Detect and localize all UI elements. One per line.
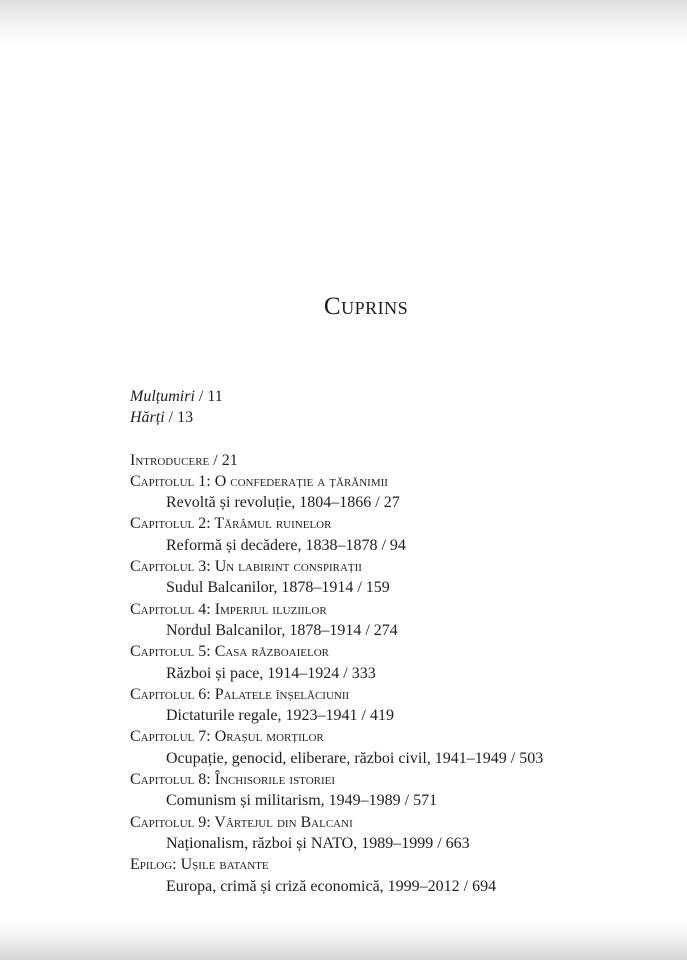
page-title: Cuprins: [323, 293, 409, 320]
page-top-shadow: [0, 0, 687, 48]
toc-chapter-7-heading: Capitolul 7: Orașul morților: [130, 728, 324, 746]
toc-chapter-9-subtitle: Naționalism, război și NATO, 1989–1999 / 663: [166, 834, 470, 852]
table-of-contents: [130, 386, 650, 897]
toc-spacer: [130, 429, 650, 450]
toc-chapter-2-heading: Capitolul 2: Tărâmul ruinelor: [130, 515, 332, 533]
toc-chapter-5-subtitle: Război și pace, 1914–1924 / 333: [166, 664, 376, 682]
toc-front-item-maps: [130, 407, 650, 428]
toc-front-label: Mulțumiri: [130, 388, 195, 405]
toc-chapter-1-subtitle: Revoltă și revoluție, 1804–1866 / 27: [166, 494, 400, 512]
toc-epilogue-heading: Epilog: Ușile batante: [130, 856, 269, 874]
toc-chapter-4-heading: Capitolul 4: Imperiul iluziilor: [130, 600, 327, 618]
toc-chapter-3-heading: Capitolul 3: Un labirint conspirații: [130, 558, 362, 576]
toc-chapter-2-subtitle: Reformă și decădere, 1838–1878 / 94: [166, 536, 406, 554]
toc-entry-introduction: Introducere / 21: [130, 451, 238, 469]
toc-front-label: Hărți: [130, 409, 165, 427]
toc-front-item-acknowledgements: [130, 386, 650, 407]
toc-chapter-3-subtitle: Sudul Balcanilor, 1878–1914 / 159: [166, 579, 390, 597]
toc-front-page: / 11: [194, 388, 223, 405]
toc-chapter-6-subtitle: Dictaturile regale, 1923–1941 / 419: [166, 707, 394, 725]
toc-front-page: / 13: [164, 409, 194, 427]
toc-chapter-6-heading: Capitolul 6: Palatele înșelăciunii: [130, 685, 350, 703]
toc-chapter-8-heading: Capitolul 8: Închisorile istoriei: [130, 771, 336, 789]
toc-chapter-8-subtitle: Comunism și militarism, 1949–1989 / 571: [166, 792, 438, 810]
toc-chapter-9-heading: Capitolul 9: Vârtejul din Balcani: [130, 813, 353, 831]
toc-chapter-7-subtitle: Ocupație, genocid, eliberare, război civil, 1941–1949 / 503: [166, 749, 544, 767]
toc-epilogue-subtitle: Europa, crimă și criză economică, 1999–2012 / 694: [166, 877, 497, 895]
toc-chapter-4-subtitle: Nordul Balcanilor, 1878–1914 / 274: [166, 621, 398, 639]
toc-chapter-1-heading: Capitolul 1: O confederație a țărănimii: [130, 472, 388, 490]
page-bottom-shadow: [0, 920, 687, 960]
toc-chapter-5-heading: Capitolul 5: Casa războaielor: [130, 643, 329, 661]
